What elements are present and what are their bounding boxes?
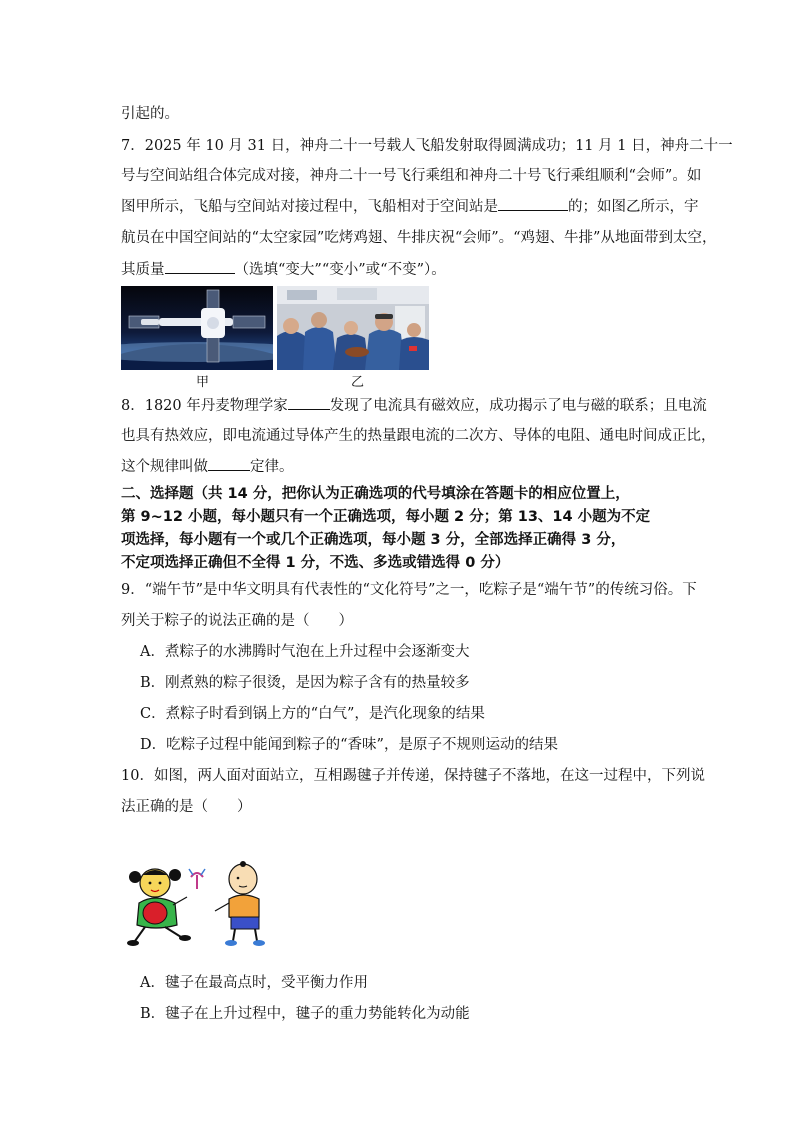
q8-line-3 [121,456,294,477]
shuttlecock-kids-illustration [125,855,275,950]
q7-line-5-b: （选填“变大”“变小”或“不变”）。 [234,262,446,278]
q7-line-3-b: 的；如图乙所示，宇 [568,199,699,215]
q7-line-5-a: 其质量 [121,262,165,278]
answer-blank [208,456,250,471]
q9-option-d: D．吃粽子过程中能闻到粽子的“香味”，是原子不规则运动的结果 [140,737,558,753]
q10-line-2: 法正确的是（ ） [121,799,252,815]
q7-line-3-a: 图甲所示，飞船与空间站对接过程中，飞船相对于空间站是 [121,199,498,215]
section-2-line-3: 项选择，每小题有一个或几个正确选项，每小题 3 分，全部选择正确得 3 分， [121,532,626,548]
space-station-photo [121,286,273,370]
q7-line-2: 号与空间站组合体完成对接，神舟二十一号飞行乘组和神舟二十号飞行乘组顺利“会师”。如 [121,168,702,184]
answer-blank [498,196,568,211]
q9-option-c: C．煮粽子时看到锅上方的“白气”，是汽化现象的结果 [140,706,485,722]
figure-caption-a: 甲 [196,375,210,390]
q8-line-2: 也具有热效应，即电流通过导体产生的热量跟电流的二次方、导体的电阻、通电时间成正比， [121,428,716,444]
figure-caption-b: 乙 [351,375,365,390]
q9-line-1: 9．“端午节”是中华文明具有代表性的“文化符号”之一，吃粽子是“端午节”的传统习俗。下 [121,582,697,598]
q8-line-1-b: 发现了电流具有磁效应，成功揭示了电与磁的联系；且电流 [329,398,707,414]
q10-line-1: 10．如图，两人面对面站立，互相踢毽子并传递，保持毽子不落地，在这一过程中，下列说 [121,768,705,784]
q7-line-3 [121,196,699,217]
answer-blank [165,259,235,274]
q9-line-2: 列关于粽子的说法正确的是（ ） [121,613,353,629]
q6-tail: 引起的。 [121,106,179,122]
q7-line-5 [121,259,446,280]
q8-line-1 [121,395,707,416]
q10-option-a: A．毽子在最高点时，受平衡力作用 [140,975,368,991]
q7-line-4: 航员在中国空间站的“太空家园”吃烤鸡翅、牛排庆祝“会师”。“鸡翅、牛排”从地面带到太空， [121,230,717,246]
section-2-line-4: 不定项选择正确但不全得 1 分，不选、多选或错选得 0 分） [121,555,510,571]
section-2-line-1: 二、选择题（共 14 分，把你认为正确选项的代号填涂在答题卡的相应位置上， [121,486,630,502]
q7-line-1: 7．2025 年 10 月 31 日，神舟二十一号载人飞船发射取得圆满成功；11 月 1 日，神舟二十一 [121,138,733,154]
answer-blank [288,395,330,410]
q10-option-b: B．毽子在上升过程中，毽子的重力势能转化为动能 [140,1006,470,1022]
astronauts-photo [277,286,429,370]
q8-line-1-a: 8．1820 年丹麦物理学家 [121,398,288,414]
q8-line-3-a: 这个规律叫做 [121,459,208,475]
section-2-line-2: 第 9~12 小题，每小题只有一个正确选项，每小题 2 分；第 13、14 小题为不定 [121,509,651,525]
q8-line-3-b: 定律。 [250,459,294,475]
q9-option-a: A．煮粽子的水沸腾时气泡在上升过程中会逐渐变大 [140,644,470,660]
q9-option-b: B．刚煮熟的粽子很烫，是因为粽子含有的热量较多 [140,675,470,691]
